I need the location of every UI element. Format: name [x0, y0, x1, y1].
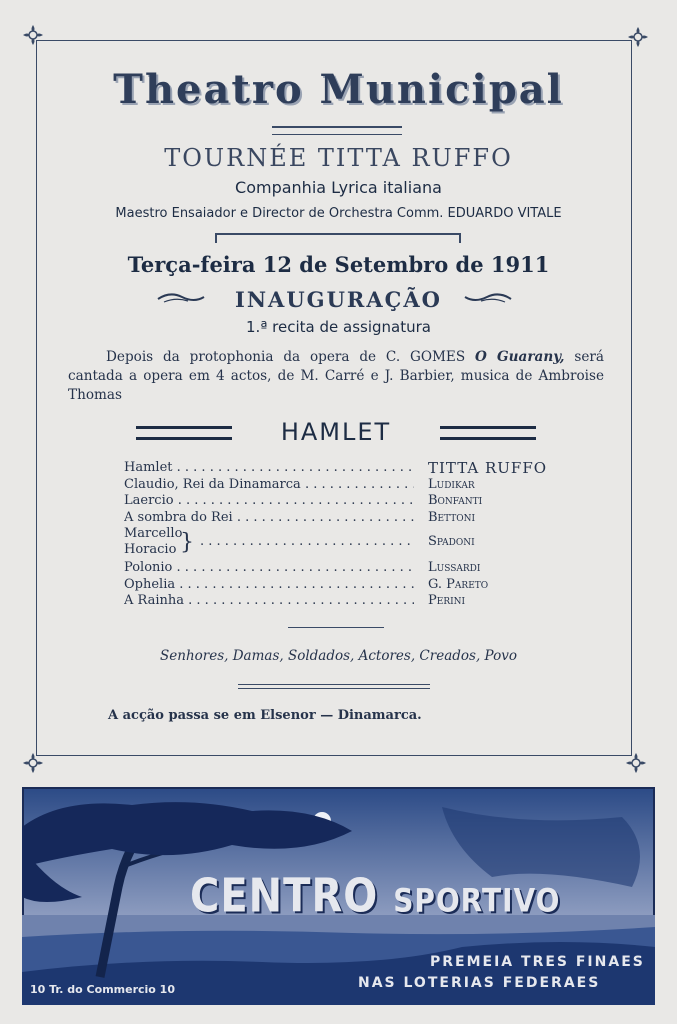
intro-opera-name: O Guarany, — [474, 349, 565, 365]
cast-row — [124, 577, 614, 594]
short-divider — [288, 627, 384, 628]
cast-row — [124, 460, 614, 477]
cast-row — [124, 510, 614, 527]
cast-row-pair — [124, 526, 614, 560]
cast-row — [124, 477, 614, 494]
cast-role: Polonio . . . — [124, 560, 414, 577]
cast-role: Claudio, Rei da Dinamarca . . . — [124, 477, 414, 494]
intro-text-after: será cantada a opera em 4 actos, de M. Carré e J. Barbier, musica de Ambroise Thomas — [68, 349, 605, 403]
ad-line-2: NAS LOTERIAS FEDERAES — [358, 975, 601, 991]
cast-row — [124, 560, 614, 577]
cast-actor: G. Pareto — [428, 576, 489, 592]
ad-title — [190, 870, 560, 923]
inauguration-heading: INAUGURAÇÃO — [235, 287, 442, 312]
cast-actor: Ludikar — [428, 476, 475, 492]
cast-actor: TITTA RUFFO — [428, 459, 548, 477]
swash-right-icon — [463, 291, 513, 305]
double-rule-left — [136, 426, 232, 440]
ad-address: 10 Tr. do Commercio 10 — [30, 983, 175, 996]
extras-line: Senhores, Damas, Soldados, Actores, Creados, Povo — [160, 648, 517, 664]
theatre-title: Theatro Municipal — [113, 66, 564, 113]
ad-title-main: CENTRO — [190, 870, 379, 923]
cast-role: Laercio . . . — [124, 493, 414, 510]
cast-actor: Spadoni — [428, 534, 475, 549]
tournee-heading: TOURNÉE TITTA RUFFO — [164, 144, 513, 172]
cast-role: Ophelia . . . — [124, 577, 414, 594]
cast-row — [124, 493, 614, 510]
leader-dots — [200, 534, 414, 549]
intro-text-before: Depois da protophonia da opera de C. GOMES — [106, 349, 475, 365]
double-divider — [238, 684, 430, 689]
opera-title: HAMLET — [280, 418, 392, 446]
cast-role: A sombra do Rei . . . — [124, 510, 414, 527]
bracket-divider — [215, 233, 461, 243]
double-rule-right — [440, 426, 536, 440]
ad-line-1: PREMEIA TRES FINAES — [430, 954, 645, 970]
company-name: Companhia Lyrica italiana — [235, 178, 442, 197]
cast-role: A Rainha . . . — [124, 593, 414, 610]
cast-actor: Perini — [428, 593, 466, 608]
cast-actor: Lussardi — [428, 560, 481, 575]
performance-date: Terça-feira 12 de Setembro de 1911 — [127, 252, 550, 277]
cast-actor: Bonfanti — [428, 493, 483, 508]
subscription-recital: 1.ª recita de assignatura — [246, 318, 431, 336]
cast-role: Hamlet . . . — [124, 460, 414, 477]
maestro-line: Maestro Ensaiador e Director de Orchestra Comm. EDUARDO VITALE — [115, 206, 562, 221]
title-divider — [272, 126, 402, 135]
brace-icon: } — [180, 530, 194, 555]
cast-actor: Bettoni — [428, 509, 476, 525]
ad-title-sub: SPORTIVO — [393, 881, 561, 920]
cast-role: Horacio — [124, 542, 177, 557]
opera-title-row — [136, 418, 536, 446]
cast-list — [124, 460, 614, 610]
intro-paragraph — [68, 348, 604, 405]
cast-row — [124, 593, 614, 610]
cast-role: Marcello — [124, 526, 183, 541]
setting-line: A acção passa se em Elsenor — Dinamarca. — [108, 708, 422, 723]
